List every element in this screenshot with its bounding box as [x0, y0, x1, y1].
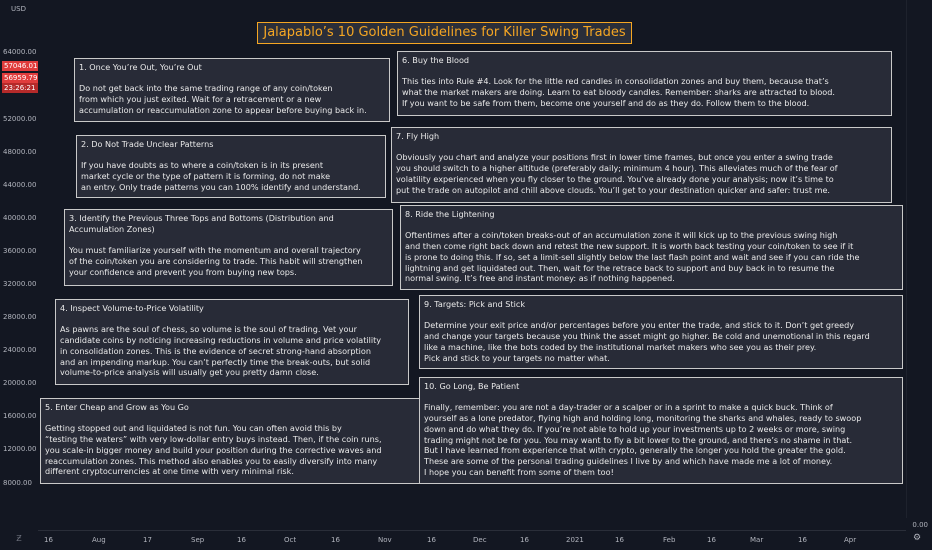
rule-body: You must familiarize yourself with the momentum and overall trajectory of the coin/token you are considering to trade. This habit will strengthen your confidence and prevent you from buying new tops.: [69, 245, 363, 277]
rule-title: 7. Fly High: [396, 131, 440, 141]
rule-card-3[interactable]: [64, 209, 393, 286]
time-tick: 16: [520, 536, 529, 544]
rule-title: 6. Buy the Blood: [402, 55, 470, 65]
time-tick: Sep: [191, 536, 205, 544]
tradingview-logo-icon[interactable]: Ƶ: [16, 534, 22, 543]
rule-card-6[interactable]: [397, 51, 892, 116]
rule-card-9[interactable]: [419, 295, 903, 369]
rule-body: This ties into Rule #4. Look for the little red candles in consolidation zones and buy them, because that’s what the market makers are doing. Learn to eat bloody candles. Remember: sharks are attracted to blood. If you want to be safe from them, become one yourself and do as they do. Follow them to the blood.: [402, 76, 835, 108]
time-tick: 16: [237, 536, 246, 544]
rule-title: 3. Identify the Previous Three Tops and Bottoms (Distribution and Accumulation Zones): [69, 213, 334, 234]
time-tick: Feb: [663, 536, 676, 544]
price-tick: 16000.00: [3, 412, 37, 420]
rule-body: Determine your exit price and/or percentages before you enter the trade, and stick to it. Don’t get greedy and change your targets because you think the asset might go higher. Be cold and unemotional in this regard like a machine, like the bots coded by the institutional market makers who see you as their prey. Pick and stick to your targets no matter what.: [424, 320, 870, 363]
price-tick: 44000.00: [3, 181, 37, 189]
rule-body: Finally, remember: you are not a day-trader or a scalper or in a sprint to make a quick buck. Think of yourself as a lone predator, flying high and holding long, monitoring the sharks and whales, ready to swoop down and do what they do. If you’re not able to hold up your investments up to 2 weeks or more, swing trading might not be for you. You may want to fly a bit lower to the ground, and there’s no shame in that. But I have learned from experience that with crypto, generally the longer you hold the greater the gold. These are some of the personal trading guidelines I live by and which have made me a lot of money. I hope you can benefit from some of them too!: [424, 402, 862, 477]
rule-title: 4. Inspect Volume-to-Price Volatility: [60, 303, 204, 313]
bid-price-tag: 56959.79: [4, 74, 38, 82]
time-tick: Nov: [378, 536, 392, 544]
rule-spacer: [69, 234, 388, 245]
price-tick: 24000.00: [3, 346, 37, 354]
price-axis[interactable]: [0, 0, 38, 518]
time-tick: 2021: [566, 536, 584, 544]
price-tick: 40000.00: [3, 214, 37, 222]
time-tick: 16: [331, 536, 340, 544]
rule-card-10[interactable]: [419, 377, 903, 484]
last-price-tag: 57046.01: [4, 62, 38, 70]
rule-body: As pawns are the soul of chess, so volume is the soul of trading. Vet your candidate coins by noticing increasing reductions in volume and price volatility in consolidation zones. This is the evidence of secret strong-hand absorption and an impending markup. You can’t perfectly time the break-outs, but solid volume-to-price analysis will usually get you pretty damn close.: [60, 324, 382, 378]
time-axis[interactable]: [38, 530, 906, 550]
time-tick: 16: [707, 536, 716, 544]
time-tick: Aug: [92, 536, 106, 544]
rule-body: Oftentimes after a coin/token breaks-out of an accumulation zone it will kick up to the previous swing high and then come right back down and retest the new support. It is worth back testing your coin/token to see if it is prone to doing this. If so, set a limit-sell slightly below the last flash point and wait and see if you can ride the lightning and get liquidated out. Then, wait for the retrace back to support and buy back in to resume the normal swing. It’s free and instant money: as if nothing happened.: [405, 230, 860, 284]
price-tick: 28000.00: [3, 313, 37, 321]
time-tick: 17: [143, 536, 152, 544]
rule-title: 1. Once You’re Out, You’re Out: [79, 62, 202, 72]
price-tick: 32000.00: [3, 280, 37, 288]
time-tick: Apr: [844, 536, 857, 544]
rule-title: 8. Ride the Lightening: [405, 209, 495, 219]
price-tick: 36000.00: [3, 247, 37, 255]
time-tick: 16: [427, 536, 436, 544]
rule-card-8[interactable]: [400, 205, 903, 290]
rule-title: 10. Go Long, Be Patient: [424, 381, 520, 391]
currency-unit-label: USD: [11, 5, 26, 13]
time-tick: 16: [44, 536, 53, 544]
rule-card-1[interactable]: [74, 58, 390, 122]
page-title: Jalapablo’s 10 Golden Guidelines for Killer Swing Trades: [257, 22, 632, 44]
price-tick: 52000.00: [3, 115, 37, 123]
rule-card-2[interactable]: [76, 135, 386, 198]
time-tick: Oct: [284, 536, 297, 544]
price-tick: 12000.00: [3, 445, 37, 453]
price-tick: 20000.00: [3, 379, 37, 387]
rule-body: If you have doubts as to where a coin/token is in its present market cycle or the type of pattern it is forming, do not make an entry. Only trade patterns you can 100% identify and understand.: [81, 160, 361, 192]
rule-body: Obviously you chart and analyze your positions first in lower time frames, but once you enter a swing trade you should switch to a higher altitude (preferably daily; minimum 4 hour). This alleviates much of the fear of volatility experienced when you fly closer to the ground. You’ve already done your analysis; now it’s time to put the trade on autopilot and chill above clouds. You’ll get to your destination quicker and safer: trust me.: [396, 152, 838, 195]
gear-icon[interactable]: ⚙: [912, 533, 922, 543]
rule-body: Do not get back into the same trading range of any coin/token from which you just exited. Wait for a retracement or a new accumulation or reaccumulation zone to appear before buying back in.: [79, 83, 367, 115]
rule-title: 9. Targets: Pick and Stick: [424, 299, 526, 309]
right-price-axis[interactable]: [906, 0, 932, 518]
rule-body: Getting stopped out and liquidated is not fun. You can often avoid this by “testing the waters” with very low-dollar entry buys instead. Then, if the coin runs, you scale-in bigger money and build your position during the corrective waves and reaccumulation zones. This method also enables you to easily diversify into many different cryptocurrencies at one time with very minimal risk.: [45, 423, 382, 477]
rule-card-5[interactable]: [40, 398, 420, 484]
rule-title: 2. Do Not Trade Unclear Patterns: [81, 139, 214, 149]
rule-title: 5. Enter Cheap and Grow as You Go: [45, 402, 189, 412]
price-tick: 64000.00: [3, 48, 37, 56]
time-tick: 16: [798, 536, 807, 544]
time-tick: 16: [615, 536, 624, 544]
rule-card-4[interactable]: [55, 299, 409, 385]
time-tick: Dec: [473, 536, 487, 544]
rule-card-7[interactable]: [391, 127, 892, 203]
price-tick: 48000.00: [3, 148, 37, 156]
countdown-timer-tag: 23:26:21: [2, 83, 38, 93]
right-axis-zero-label: 0.00: [912, 521, 928, 529]
price-tick: 8000.00: [3, 479, 32, 487]
time-tick: Mar: [750, 536, 764, 544]
